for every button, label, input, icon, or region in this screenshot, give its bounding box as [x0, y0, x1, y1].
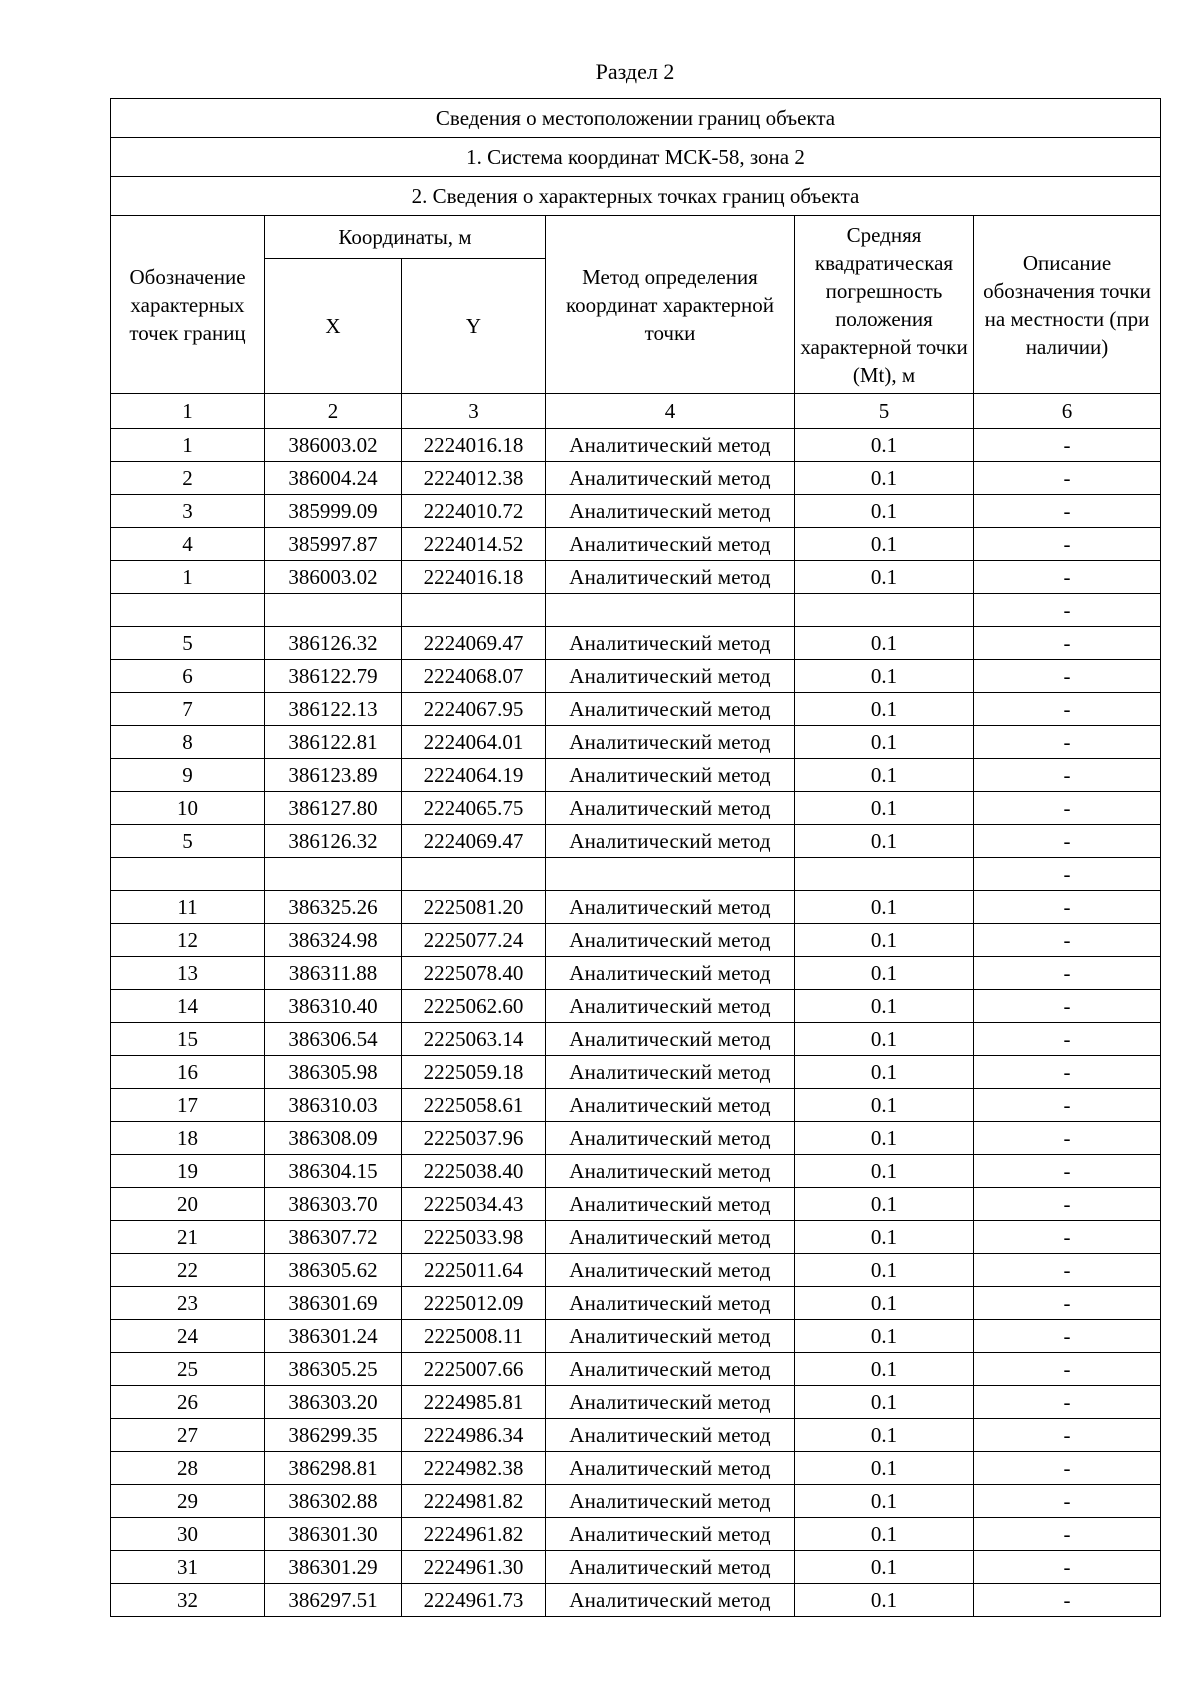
x-coordinate-cell: 386123.89	[265, 759, 402, 792]
table-row	[111, 1287, 1161, 1320]
error-cell: 0.1	[795, 1287, 974, 1320]
y-coordinate-cell: 2224064.01	[402, 726, 546, 759]
y-coordinate-cell: 2225007.66	[402, 1353, 546, 1386]
method-cell: Аналитический метод	[546, 528, 795, 561]
error-cell: 0.1	[795, 1353, 974, 1386]
point-number-cell: 25	[111, 1353, 265, 1386]
x-coordinate-cell: 386301.30	[265, 1518, 402, 1551]
error-cell: 0.1	[795, 1485, 974, 1518]
error-cell: 0.1	[795, 990, 974, 1023]
y-coordinate-cell: 2224069.47	[402, 825, 546, 858]
description-cell: -	[974, 1485, 1161, 1518]
method-cell: Аналитический метод	[546, 429, 795, 462]
point-number-cell: 4	[111, 528, 265, 561]
error-cell: 0.1	[795, 660, 974, 693]
y-coordinate-cell: 2224064.19	[402, 759, 546, 792]
method-cell: Аналитический метод	[546, 495, 795, 528]
y-coordinate-cell: 2224982.38	[402, 1452, 546, 1485]
method-cell: Аналитический метод	[546, 462, 795, 495]
table-row	[111, 660, 1161, 693]
table-row	[111, 462, 1161, 495]
description-cell: -	[974, 858, 1161, 891]
error-cell: 0.1	[795, 429, 974, 462]
method-cell: Аналитический метод	[546, 1551, 795, 1584]
table-row	[111, 495, 1161, 528]
x-coordinate-cell: 386307.72	[265, 1221, 402, 1254]
table-row	[111, 1353, 1161, 1386]
column-number: 6	[974, 394, 1161, 429]
boundary-points-table	[110, 98, 1161, 1617]
x-coordinate-cell: 386297.51	[265, 1584, 402, 1617]
method-cell: Аналитический метод	[546, 1155, 795, 1188]
description-cell: -	[974, 891, 1161, 924]
y-coordinate-cell: 2225058.61	[402, 1089, 546, 1122]
method-cell: Аналитический метод	[546, 1254, 795, 1287]
error-cell: 0.1	[795, 1023, 974, 1056]
point-number-cell: 5	[111, 825, 265, 858]
method-cell: Аналитический метод	[546, 660, 795, 693]
error-cell: 0.1	[795, 495, 974, 528]
error-cell: 0.1	[795, 528, 974, 561]
table-row	[111, 1320, 1161, 1353]
table-row	[111, 1122, 1161, 1155]
description-cell: -	[974, 528, 1161, 561]
method-cell: Аналитический метод	[546, 924, 795, 957]
description-cell: -	[974, 1386, 1161, 1419]
point-number-cell: 13	[111, 957, 265, 990]
x-coordinate-cell: 386303.20	[265, 1386, 402, 1419]
method-cell: Аналитический метод	[546, 825, 795, 858]
point-number-cell: 3	[111, 495, 265, 528]
description-cell: -	[974, 693, 1161, 726]
y-coordinate-cell: 2224986.34	[402, 1419, 546, 1452]
description-cell: -	[974, 1056, 1161, 1089]
header-coordinates: Координаты, м	[265, 216, 546, 259]
x-coordinate-cell: 386304.15	[265, 1155, 402, 1188]
y-coordinate-cell: 2224961.82	[402, 1518, 546, 1551]
column-number: 3	[402, 394, 546, 429]
error-cell: 0.1	[795, 1221, 974, 1254]
table-row	[111, 627, 1161, 660]
point-number-cell: 17	[111, 1089, 265, 1122]
description-cell: -	[974, 594, 1161, 627]
description-cell: -	[974, 561, 1161, 594]
column-number-row	[111, 394, 1161, 429]
description-cell: -	[974, 990, 1161, 1023]
description-cell: -	[974, 1122, 1161, 1155]
method-cell: Аналитический метод	[546, 1485, 795, 1518]
x-coordinate-cell: 386305.98	[265, 1056, 402, 1089]
error-cell	[795, 594, 974, 627]
method-cell: Аналитический метод	[546, 1287, 795, 1320]
method-cell: Аналитический метод	[546, 1122, 795, 1155]
point-number-cell: 2	[111, 462, 265, 495]
x-coordinate-cell: 386301.24	[265, 1320, 402, 1353]
table-row	[111, 858, 1161, 891]
x-coordinate-cell: 386122.13	[265, 693, 402, 726]
x-coordinate-cell: 386305.62	[265, 1254, 402, 1287]
point-number-cell: 7	[111, 693, 265, 726]
table-row	[111, 1254, 1161, 1287]
point-number-cell: 1	[111, 429, 265, 462]
table-row	[111, 1221, 1161, 1254]
header-description: Описание обозначения точки на местности (при наличии)	[974, 216, 1161, 394]
point-number-cell	[111, 594, 265, 627]
description-cell: -	[974, 1221, 1161, 1254]
x-coordinate-cell: 386003.02	[265, 561, 402, 594]
y-coordinate-cell: 2225012.09	[402, 1287, 546, 1320]
error-cell: 0.1	[795, 561, 974, 594]
error-cell: 0.1	[795, 1122, 974, 1155]
column-number: 4	[546, 394, 795, 429]
x-coordinate-cell: 386311.88	[265, 957, 402, 990]
y-coordinate-cell: 2225033.98	[402, 1221, 546, 1254]
table-row	[111, 1089, 1161, 1122]
y-coordinate-cell	[402, 858, 546, 891]
error-cell: 0.1	[795, 693, 974, 726]
method-cell: Аналитический метод	[546, 693, 795, 726]
y-coordinate-cell: 2224012.38	[402, 462, 546, 495]
description-cell: -	[974, 1254, 1161, 1287]
point-number-cell: 1	[111, 561, 265, 594]
column-number: 2	[265, 394, 402, 429]
error-cell: 0.1	[795, 924, 974, 957]
y-coordinate-cell: 2224068.07	[402, 660, 546, 693]
y-coordinate-cell: 2224985.81	[402, 1386, 546, 1419]
point-number-cell: 21	[111, 1221, 265, 1254]
point-number-cell: 8	[111, 726, 265, 759]
x-coordinate-cell: 386302.88	[265, 1485, 402, 1518]
table-title: Сведения о местоположении границ объекта	[111, 99, 1161, 138]
table-row	[111, 825, 1161, 858]
description-cell: -	[974, 1518, 1161, 1551]
table-row	[111, 1485, 1161, 1518]
method-cell: Аналитический метод	[546, 990, 795, 1023]
x-coordinate-cell: 386122.79	[265, 660, 402, 693]
method-cell: Аналитический метод	[546, 1320, 795, 1353]
point-number-cell: 19	[111, 1155, 265, 1188]
table-row	[111, 1386, 1161, 1419]
point-number-cell: 22	[111, 1254, 265, 1287]
method-cell: Аналитический метод	[546, 627, 795, 660]
description-cell: -	[974, 495, 1161, 528]
method-cell: Аналитический метод	[546, 1386, 795, 1419]
x-coordinate-cell: 385999.09	[265, 495, 402, 528]
method-cell: Аналитический метод	[546, 561, 795, 594]
header-method: Метод определения координат характерной точки	[546, 216, 795, 394]
y-coordinate-cell: 2224067.95	[402, 693, 546, 726]
error-cell: 0.1	[795, 1386, 974, 1419]
error-cell: 0.1	[795, 1452, 974, 1485]
method-cell: Аналитический метод	[546, 1188, 795, 1221]
point-number-cell: 24	[111, 1320, 265, 1353]
description-cell: -	[974, 462, 1161, 495]
method-cell	[546, 858, 795, 891]
table-row	[111, 957, 1161, 990]
y-coordinate-cell	[402, 594, 546, 627]
table-row	[111, 1584, 1161, 1617]
method-cell: Аналитический метод	[546, 792, 795, 825]
error-cell	[795, 858, 974, 891]
description-cell: -	[974, 924, 1161, 957]
description-cell: -	[974, 660, 1161, 693]
description-cell: -	[974, 1287, 1161, 1320]
table-row	[111, 924, 1161, 957]
error-cell: 0.1	[795, 1419, 974, 1452]
table-row	[111, 1452, 1161, 1485]
table-row	[111, 1419, 1161, 1452]
coord-system-row: 1. Система координат МСК-58, зона 2	[111, 138, 1161, 177]
method-cell: Аналитический метод	[546, 957, 795, 990]
x-coordinate-cell: 386306.54	[265, 1023, 402, 1056]
description-cell: -	[974, 1188, 1161, 1221]
method-cell: Аналитический метод	[546, 1089, 795, 1122]
description-cell: -	[974, 1320, 1161, 1353]
error-cell: 0.1	[795, 1089, 974, 1122]
x-coordinate-cell: 386325.26	[265, 891, 402, 924]
point-number-cell: 20	[111, 1188, 265, 1221]
description-cell: -	[974, 1155, 1161, 1188]
y-coordinate-cell: 2224961.73	[402, 1584, 546, 1617]
point-number-cell: 23	[111, 1287, 265, 1320]
y-coordinate-cell: 2225078.40	[402, 957, 546, 990]
error-cell: 0.1	[795, 759, 974, 792]
y-coordinate-cell: 2224069.47	[402, 627, 546, 660]
table-row	[111, 726, 1161, 759]
point-number-cell: 12	[111, 924, 265, 957]
y-coordinate-cell: 2224016.18	[402, 561, 546, 594]
description-cell: -	[974, 759, 1161, 792]
header-y: Y	[402, 259, 546, 394]
error-cell: 0.1	[795, 1155, 974, 1188]
description-cell: -	[974, 627, 1161, 660]
x-coordinate-cell	[265, 858, 402, 891]
point-number-cell: 10	[111, 792, 265, 825]
description-cell: -	[974, 1353, 1161, 1386]
error-cell: 0.1	[795, 957, 974, 990]
method-cell: Аналитический метод	[546, 1452, 795, 1485]
table-row	[111, 1518, 1161, 1551]
header-error: Средняя квадратическая погрешность положения характерной точки (Mt), м	[795, 216, 974, 394]
y-coordinate-cell: 2224010.72	[402, 495, 546, 528]
y-coordinate-cell: 2225077.24	[402, 924, 546, 957]
method-cell: Аналитический метод	[546, 1221, 795, 1254]
x-coordinate-cell: 386003.02	[265, 429, 402, 462]
method-cell: Аналитический метод	[546, 1518, 795, 1551]
description-cell: -	[974, 1584, 1161, 1617]
header-x: X	[265, 259, 402, 394]
error-cell: 0.1	[795, 1518, 974, 1551]
method-cell: Аналитический метод	[546, 1023, 795, 1056]
error-cell: 0.1	[795, 462, 974, 495]
point-number-cell: 9	[111, 759, 265, 792]
points-section-title: 2. Сведения о характерных точках границ объекта	[111, 177, 1161, 216]
table-row	[111, 429, 1161, 462]
method-cell: Аналитический метод	[546, 1353, 795, 1386]
point-number-cell: 14	[111, 990, 265, 1023]
table-row	[111, 1155, 1161, 1188]
column-number: 1	[111, 394, 265, 429]
x-coordinate-cell: 386308.09	[265, 1122, 402, 1155]
point-number-cell: 11	[111, 891, 265, 924]
error-cell: 0.1	[795, 1188, 974, 1221]
x-coordinate-cell: 385997.87	[265, 528, 402, 561]
x-coordinate-cell: 386305.25	[265, 1353, 402, 1386]
error-cell: 0.1	[795, 1584, 974, 1617]
description-cell: -	[974, 825, 1161, 858]
point-number-cell: 26	[111, 1386, 265, 1419]
error-cell: 0.1	[795, 1056, 974, 1089]
error-cell: 0.1	[795, 627, 974, 660]
error-cell: 0.1	[795, 1254, 974, 1287]
y-coordinate-cell: 2225008.11	[402, 1320, 546, 1353]
description-cell: -	[974, 429, 1161, 462]
table-body	[111, 429, 1161, 1617]
table-row	[111, 1188, 1161, 1221]
table-row	[111, 990, 1161, 1023]
table-row	[111, 594, 1161, 627]
point-number-cell: 18	[111, 1122, 265, 1155]
point-number-cell: 30	[111, 1518, 265, 1551]
y-coordinate-cell: 2224016.18	[402, 429, 546, 462]
y-coordinate-cell: 2224014.52	[402, 528, 546, 561]
table-row	[111, 891, 1161, 924]
x-coordinate-cell: 386310.40	[265, 990, 402, 1023]
header-point-designation: Обозначение характерных точек границ	[111, 216, 265, 394]
x-coordinate-cell: 386126.32	[265, 825, 402, 858]
table-row	[111, 1056, 1161, 1089]
x-coordinate-cell: 386299.35	[265, 1419, 402, 1452]
x-coordinate-cell: 386004.24	[265, 462, 402, 495]
column-number: 5	[795, 394, 974, 429]
description-cell: -	[974, 957, 1161, 990]
error-cell: 0.1	[795, 891, 974, 924]
method-cell: Аналитический метод	[546, 1056, 795, 1089]
method-cell: Аналитический метод	[546, 1419, 795, 1452]
point-number-cell: 6	[111, 660, 265, 693]
x-coordinate-cell: 386126.32	[265, 627, 402, 660]
method-cell: Аналитический метод	[546, 1584, 795, 1617]
description-cell: -	[974, 1089, 1161, 1122]
point-number-cell: 29	[111, 1485, 265, 1518]
section-title: Раздел 2	[595, 59, 675, 84]
y-coordinate-cell: 2225059.18	[402, 1056, 546, 1089]
table-row	[111, 693, 1161, 726]
method-cell: Аналитический метод	[546, 759, 795, 792]
error-cell: 0.1	[795, 792, 974, 825]
error-cell: 0.1	[795, 825, 974, 858]
description-cell: -	[974, 1551, 1161, 1584]
point-number-cell: 28	[111, 1452, 265, 1485]
point-number-cell	[111, 858, 265, 891]
table-row	[111, 528, 1161, 561]
table-row	[111, 1551, 1161, 1584]
point-number-cell: 16	[111, 1056, 265, 1089]
method-cell: Аналитический метод	[546, 891, 795, 924]
y-coordinate-cell: 2225038.40	[402, 1155, 546, 1188]
error-cell: 0.1	[795, 726, 974, 759]
y-coordinate-cell: 2225063.14	[402, 1023, 546, 1056]
y-coordinate-cell: 2225037.96	[402, 1122, 546, 1155]
error-cell: 0.1	[795, 1551, 974, 1584]
point-number-cell: 31	[111, 1551, 265, 1584]
description-cell: -	[974, 792, 1161, 825]
x-coordinate-cell: 386324.98	[265, 924, 402, 957]
x-coordinate-cell: 386127.80	[265, 792, 402, 825]
table-row	[111, 1023, 1161, 1056]
x-coordinate-cell: 386301.69	[265, 1287, 402, 1320]
table-row	[111, 792, 1161, 825]
x-coordinate-cell: 386301.29	[265, 1551, 402, 1584]
method-cell	[546, 594, 795, 627]
method-cell: Аналитический метод	[546, 726, 795, 759]
x-coordinate-cell: 386298.81	[265, 1452, 402, 1485]
y-coordinate-cell: 2225081.20	[402, 891, 546, 924]
error-cell: 0.1	[795, 1320, 974, 1353]
description-cell: -	[974, 726, 1161, 759]
point-number-cell: 15	[111, 1023, 265, 1056]
x-coordinate-cell: 386310.03	[265, 1089, 402, 1122]
point-number-cell: 32	[111, 1584, 265, 1617]
y-coordinate-cell: 2224981.82	[402, 1485, 546, 1518]
y-coordinate-cell: 2224065.75	[402, 792, 546, 825]
y-coordinate-cell: 2224961.30	[402, 1551, 546, 1584]
x-coordinate-cell: 386303.70	[265, 1188, 402, 1221]
y-coordinate-cell: 2225062.60	[402, 990, 546, 1023]
description-cell: -	[974, 1452, 1161, 1485]
description-cell: -	[974, 1419, 1161, 1452]
x-coordinate-cell: 386122.81	[265, 726, 402, 759]
x-coordinate-cell	[265, 594, 402, 627]
table-row	[111, 561, 1161, 594]
description-cell: -	[974, 1023, 1161, 1056]
y-coordinate-cell: 2225034.43	[402, 1188, 546, 1221]
table-row	[111, 759, 1161, 792]
y-coordinate-cell: 2225011.64	[402, 1254, 546, 1287]
point-number-cell: 5	[111, 627, 265, 660]
point-number-cell: 27	[111, 1419, 265, 1452]
